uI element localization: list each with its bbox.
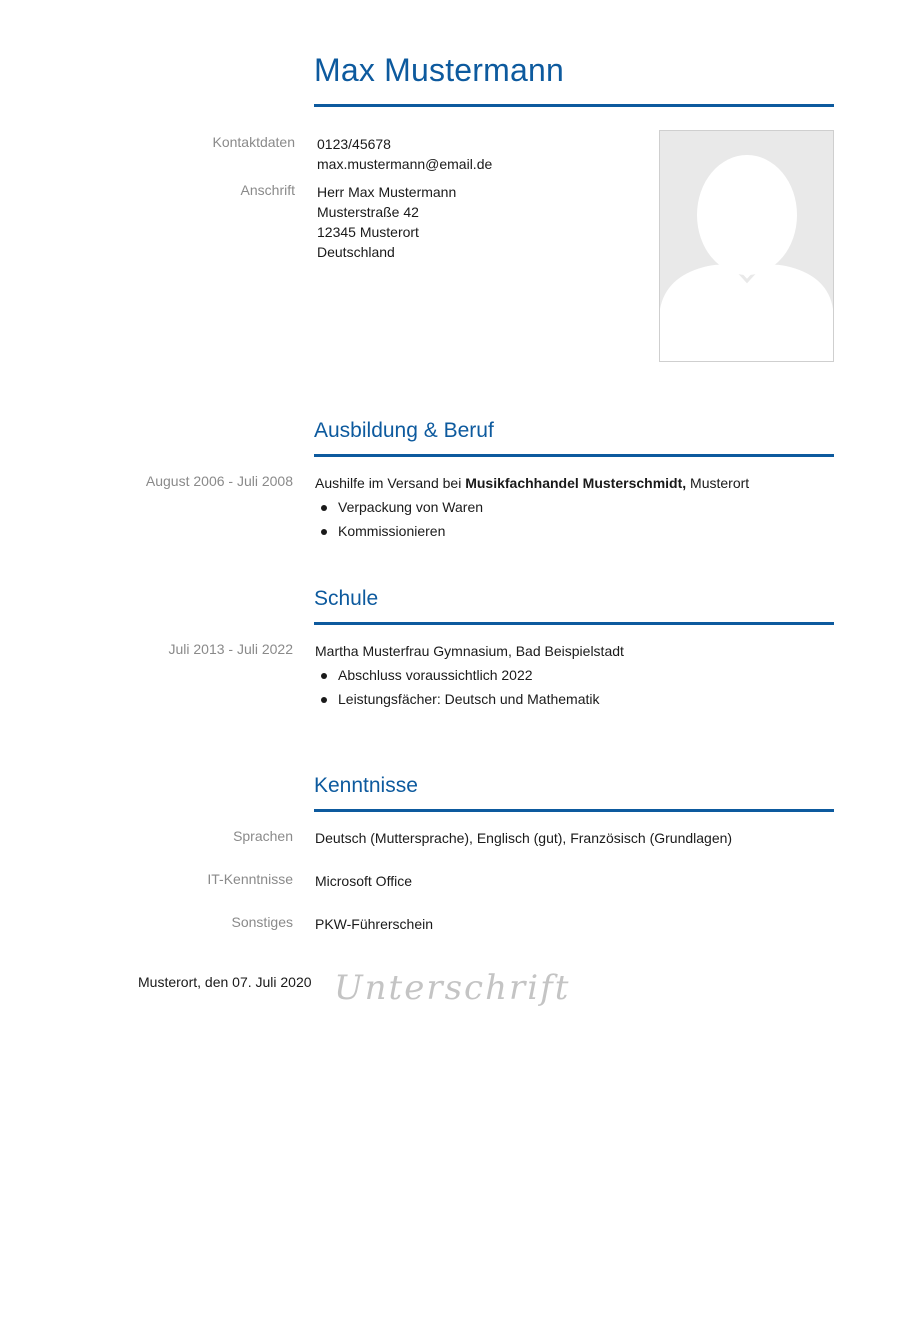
- school-date: Juli 2013 - Juli 2022: [168, 641, 293, 657]
- address-label: Anschrift: [240, 182, 295, 198]
- list-item-text: Kommissionieren: [338, 523, 446, 539]
- list-item: [315, 687, 599, 711]
- list-item: [315, 519, 483, 543]
- address-line: Musterstraße 42: [317, 204, 419, 220]
- career-location: Musterort: [686, 475, 750, 491]
- career-bullets: [315, 495, 483, 543]
- career-description: [315, 473, 749, 493]
- list-item-text: Abschluss voraussichtlich 2022: [338, 667, 533, 683]
- bullet-icon: [321, 529, 327, 535]
- career-role: Aushilfe im Versand bei: [315, 475, 466, 491]
- bullet-icon: [321, 697, 327, 703]
- list-item: [315, 495, 483, 519]
- contact-email: max.mustermann@email.de: [317, 156, 493, 172]
- cv-name: Max Mustermann: [314, 52, 564, 88]
- profile-photo-placeholder: [659, 130, 834, 362]
- signature: Unterschrift: [334, 968, 571, 1008]
- section-title-career: Ausbildung & Beruf: [314, 419, 494, 442]
- section-title-school: Schule: [314, 587, 379, 610]
- section-rule-career: [314, 454, 834, 457]
- school-description: Martha Musterfrau Gymnasium, Bad Beispielstadt: [315, 643, 624, 659]
- section-title-skills: Kenntnisse: [314, 774, 418, 797]
- skill-value-languages: Deutsch (Muttersprache), Englisch (gut), Französisch (Grundlagen): [315, 830, 733, 846]
- bullet-icon: [321, 673, 327, 679]
- address-line: Herr Max Mustermann: [317, 184, 457, 200]
- skill-label-languages: Sprachen: [233, 828, 293, 844]
- contact-phone: 0123/45678: [317, 136, 391, 152]
- place-date: Musterort, den 07. Juli 2020: [138, 974, 312, 990]
- skill-value-it: Microsoft Office: [315, 873, 412, 889]
- address-block: [317, 182, 456, 262]
- name-underline: [314, 104, 834, 107]
- career-date: August 2006 - Juli 2008: [145, 473, 293, 489]
- contact-block: [317, 134, 492, 174]
- list-item: [315, 663, 599, 687]
- list-item-text: Verpackung von Waren: [338, 499, 484, 515]
- section-rule-skills: [314, 809, 834, 812]
- bullet-icon: [321, 505, 327, 511]
- skill-label-other: Sonstiges: [231, 914, 293, 930]
- avatar-silhouette-icon: [660, 131, 833, 361]
- address-line: Deutschland: [317, 244, 395, 260]
- skill-value-other: PKW-Führerschein: [315, 916, 434, 932]
- list-item-text: Leistungsfächer: Deutsch und Mathematik: [338, 691, 600, 707]
- career-company: Musikfachhandel Musterschmidt,: [465, 475, 687, 491]
- address-line: 12345 Musterort: [317, 224, 419, 240]
- school-bullets: [315, 663, 599, 711]
- skill-label-it: IT-Kenntnisse: [207, 871, 293, 887]
- section-rule-school: [314, 622, 834, 625]
- contact-label: Kontaktdaten: [212, 134, 295, 150]
